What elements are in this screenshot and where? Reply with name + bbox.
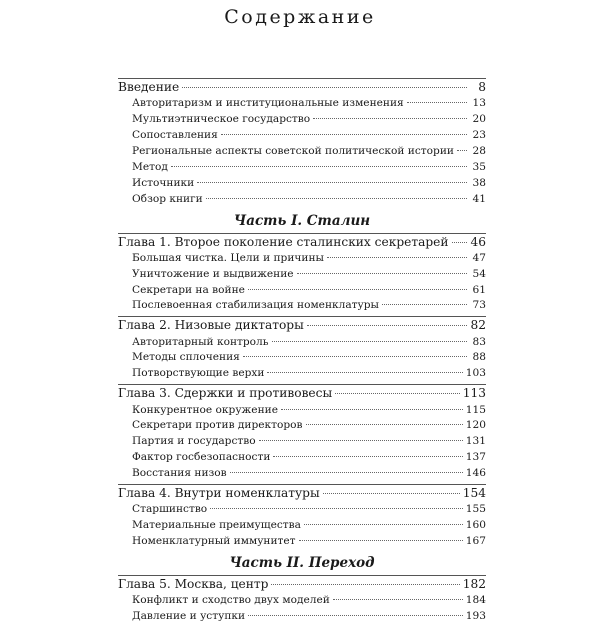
entry-label: Глава 5. Москва, центр: [118, 576, 269, 591]
page-number: 61: [472, 283, 486, 296]
page-number: 131: [465, 435, 486, 448]
entry-label: Конкурентное окружение: [132, 403, 278, 416]
page-number: 167: [465, 535, 486, 548]
entry-label: Мультиэтническое государство: [132, 113, 311, 126]
entry-label: Глава 3. Сдержки и противовесы: [118, 386, 333, 401]
toc-group: [118, 484, 486, 550]
page-number: 155: [465, 503, 486, 516]
dot-leader: [171, 166, 467, 167]
entry-label: Введение: [118, 80, 180, 94]
toc-subsection-entry: [118, 335, 486, 351]
entry-label: Обзор книги: [132, 192, 203, 205]
part-heading: Часть II. Переход: [229, 554, 375, 571]
toc-subsection-entry: [118, 298, 486, 314]
page-number: 88: [472, 351, 486, 364]
page-number: 154: [462, 486, 486, 501]
entry-label: Источники: [132, 176, 195, 189]
page-number: 193: [465, 610, 486, 623]
toc-group: [118, 78, 486, 208]
dot-leader: [297, 273, 467, 274]
toc-subsection-entry: [118, 251, 486, 267]
page-title: Содержание: [224, 6, 376, 28]
page-number: 13: [472, 97, 486, 110]
dot-leader: [299, 540, 463, 541]
toc-subsection-entry: [118, 350, 486, 366]
toc-subsection-entry: [118, 128, 486, 144]
entry-label: Уничтожение и выдвижение: [132, 267, 294, 280]
dot-leader: [273, 456, 462, 457]
dot-leader: [382, 304, 467, 305]
entry-label: Номенклатурный иммунитет: [132, 535, 296, 548]
entry-label: Секретари на войне: [132, 283, 245, 296]
entry-label: Региональные аспекты советской политической истории: [132, 144, 454, 157]
toc-subsection-entry: [118, 450, 486, 466]
dot-leader: [327, 257, 467, 258]
dot-leader: [182, 87, 467, 88]
dot-leader: [221, 134, 467, 135]
dot-leader: [452, 242, 468, 243]
dot-leader: [243, 356, 467, 357]
toc-subsection-entry: [118, 192, 486, 208]
entry-label: Партия и государство: [132, 435, 256, 448]
page-number: 120: [465, 419, 486, 432]
dot-leader: [267, 372, 462, 373]
toc-subsection-entry: [118, 366, 486, 382]
toc-subsection-entry: [118, 466, 486, 482]
entry-label: Глава 4. Внутри номенклатуры: [118, 486, 320, 501]
page-number: 103: [465, 367, 486, 380]
toc-chapter-entry: [118, 79, 486, 96]
page-number: 20: [472, 113, 486, 126]
toc-subsection-entry: [118, 267, 486, 283]
dot-leader: [335, 393, 460, 394]
part-heading: Часть I. Сталин: [233, 212, 371, 229]
toc-chapter-entry: [118, 576, 486, 593]
entry-label: Большая чистка. Цели и причины: [132, 251, 324, 264]
dot-leader: [206, 198, 467, 199]
page-number: 35: [472, 160, 486, 173]
page-number: 23: [472, 129, 486, 142]
dot-leader: [271, 584, 459, 585]
toc-group: [118, 233, 486, 315]
toc-subsection-entry: [118, 434, 486, 450]
entry-label: Старшинство: [132, 503, 208, 516]
page-number: 83: [472, 335, 486, 348]
entry-label: Потворствующие верхи: [132, 367, 265, 380]
toc-subsection-entry: [118, 609, 486, 625]
toc-subsection-entry: [118, 518, 486, 534]
toc-subsection-entry: [118, 534, 486, 550]
page-number: 38: [472, 176, 486, 189]
dot-leader: [323, 493, 460, 494]
entry-label: Сопоставления: [132, 129, 218, 142]
dot-leader: [197, 182, 467, 183]
dot-leader: [307, 325, 467, 326]
dot-leader: [281, 409, 463, 410]
page-number: 47: [472, 251, 486, 264]
page-number: 182: [462, 576, 486, 591]
page-number: 8: [478, 80, 486, 94]
page-number: 113: [462, 386, 486, 401]
entry-label: Материальные преимущества: [132, 519, 301, 532]
toc-chapter-entry: [118, 485, 486, 502]
page-number: 41: [472, 192, 486, 205]
entry-label: Глава 1. Второе поколение сталинских секретарей: [118, 234, 449, 249]
entry-label: Фактор госбезопасности: [132, 451, 271, 464]
entry-label: Метод: [132, 160, 168, 173]
page-number: 82: [470, 318, 486, 333]
page-number: 184: [465, 594, 486, 607]
entry-label: Давление и уступки: [132, 610, 246, 623]
entry-label: Секретари против директоров: [132, 419, 303, 432]
toc-group: [118, 384, 486, 482]
toc-subsection-entry: [118, 112, 486, 128]
page-number: 73: [472, 299, 486, 312]
page-number: 46: [470, 234, 486, 249]
page-number: 146: [465, 467, 486, 480]
page-number: 54: [472, 267, 486, 280]
toc-subsection-entry: [118, 593, 486, 609]
entry-label: Конфликт и сходство двух моделей: [132, 594, 330, 607]
dot-leader: [304, 524, 463, 525]
table-of-contents: [118, 78, 486, 625]
toc-subsection-entry: [118, 502, 486, 518]
dot-leader: [306, 424, 463, 425]
dot-leader: [230, 472, 463, 473]
toc-subsection-entry: [118, 418, 486, 434]
dot-leader: [272, 341, 467, 342]
page-number: 115: [465, 403, 486, 416]
entry-label: Авторитаризм и институциональные изменения: [132, 97, 404, 110]
toc-subsection-entry: [118, 283, 486, 299]
page-number: 137: [465, 451, 486, 464]
toc-subsection-entry: [118, 96, 486, 112]
page-number: 28: [472, 144, 486, 157]
dot-leader: [210, 508, 463, 509]
page-number: 160: [465, 519, 486, 532]
toc-group: [118, 316, 486, 382]
toc-subsection-entry: [118, 160, 486, 176]
dot-leader: [457, 150, 467, 151]
entry-label: Восстания низов: [132, 467, 227, 480]
entry-label: Глава 2. Низовые диктаторы: [118, 318, 304, 333]
entry-label: Послевоенная стабилизация номенклатуры: [132, 299, 379, 312]
entry-label: Авторитарный контроль: [132, 335, 269, 348]
dot-leader: [313, 118, 467, 119]
toc-chapter-entry: [118, 234, 486, 251]
dot-leader: [248, 289, 467, 290]
toc-chapter-entry: [118, 317, 486, 334]
toc-subsection-entry: [118, 403, 486, 419]
dot-leader: [259, 440, 463, 441]
entry-label: Методы сплочения: [132, 351, 240, 364]
toc-subsection-entry: [118, 144, 486, 160]
toc-subsection-entry: [118, 176, 486, 192]
toc-chapter-entry: [118, 385, 486, 402]
dot-leader: [407, 102, 467, 103]
dot-leader: [248, 615, 463, 616]
